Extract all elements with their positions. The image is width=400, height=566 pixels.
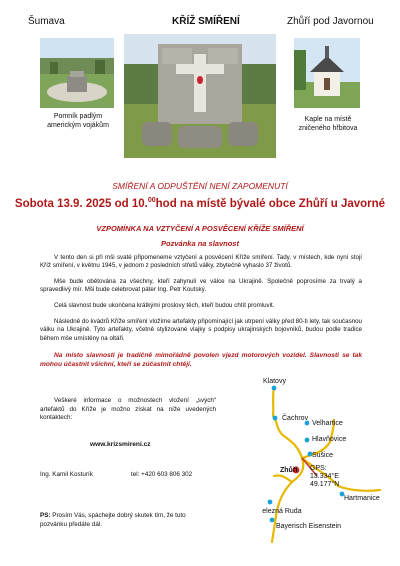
vehicle-notice: Na místo slavnosti je tradičně mimořádně povolen vjezd motorových vozidel. Slavnosti se tak mohou účastnit všichni, kteří se zúčastnit chtějí. <box>40 352 362 368</box>
town-bayerisch-eisenstein-label: Bayerisch Eisenstein <box>276 523 341 530</box>
town-dot-cachrov <box>273 416 278 421</box>
town-velhartice: Velhartice <box>312 420 343 427</box>
town-cachrov: Čachrov <box>282 415 309 422</box>
paragraph-2: Mše bude obětována za všechny, kteří zahynuli ve válce na Ukrajině. Společně poprosíme za trvalý a spravedlivý mír. Mši bude celebrovat páter Ing. Petr Koutský. <box>40 278 362 294</box>
paragraph-3: Celá slavnost bude ukončena krátkými proslovy těch, kteří budou chtít promluvit. <box>54 302 275 309</box>
photo-cross <box>124 34 276 158</box>
ps-note: PS: Prosím Vás, spáchejte dobrý skutek tím, že tuto pozvánku předáte dál. <box>40 512 186 528</box>
town-dot-bayerisch-eisenstein <box>270 518 275 523</box>
invitation-title: Pozvánka na slavnost <box>161 239 239 248</box>
photo-chapel <box>294 38 360 108</box>
contact-person: Ing. Kamil Kosturík <box>40 471 93 478</box>
contact-phone[interactable]: tel: +420 603 806 302 <box>131 471 193 478</box>
motto: SMÍŘENÍ A ODPUŠTĚNÍ NENÍ ZAPOMENUTÍ <box>112 181 288 191</box>
photo-memorial <box>40 38 114 108</box>
town-zelezna-ruda-label: Železná Ruda <box>262 508 302 515</box>
header-kriz-smireni: KŘÍŽ SMÍŘENÍ <box>172 16 240 27</box>
contact-info: Veškeré informace o možnostech vložení „svých“ artefaktů do Kříže je možno získat na níže uvedených kontaktech: <box>40 397 216 422</box>
route-map <box>262 376 390 548</box>
header-sumava: Šumava <box>28 16 65 27</box>
gps-lat: 13.334°E <box>310 473 339 480</box>
town-dot-hlavnovice <box>305 438 310 443</box>
caption-right: Kaple na místě zničeného hřbitova <box>298 116 358 132</box>
header-zhuri: Zhůří pod Javornou <box>287 16 374 27</box>
gps-lon: 49.177°N <box>310 481 340 488</box>
town-hlavnovice: Hlavňovice <box>312 436 347 443</box>
paragraph-4: Následně do kvádrů Kříže smíření vložíme artefakty připomínající jak utrpení války před 80-ti lety, tak současnou válku na Ukrajině. Tyto artefakty, včetně stylizované vlajky s podpisy ukrajinských bojovníků, budou podle tradice během mše umístěny na oltáři. <box>40 318 362 342</box>
town-hartmanice: Hartmanice <box>344 495 380 502</box>
town-dot-klatovy <box>272 386 277 391</box>
event-date: Sobota 13.9. 2025 od 10.00hod na místě bývalé obce Zhůří u Javorné <box>14 197 386 210</box>
event-subtitle: VZPOMÍNKA NA VZTYČENÍ A POSVĚCENÍ KŘÍŽE SMÍŘENÍ <box>96 224 304 233</box>
caption-left: Pomník padlým americkým vojákům <box>47 113 109 129</box>
town-zhuri: Zhůří <box>280 467 298 474</box>
town-susice: Sušice <box>312 452 334 459</box>
paragraph-1: V tento den si při mši svaté připomeneme vztyčení a posvěcení Kříže smíření. Tady, v místech, kde nyní stojí Kříž smíření, v květnu 1945, v jednom z posledních střetů války, zbytečně vyhaslo 37 životů. <box>40 254 362 270</box>
website-link[interactable]: www.krizsmireni.cz <box>90 441 151 448</box>
gps-label: GPS: <box>310 465 327 472</box>
town-dot-zelezna-ruda <box>268 500 273 505</box>
town-klatovy: Klatovy <box>263 378 286 385</box>
